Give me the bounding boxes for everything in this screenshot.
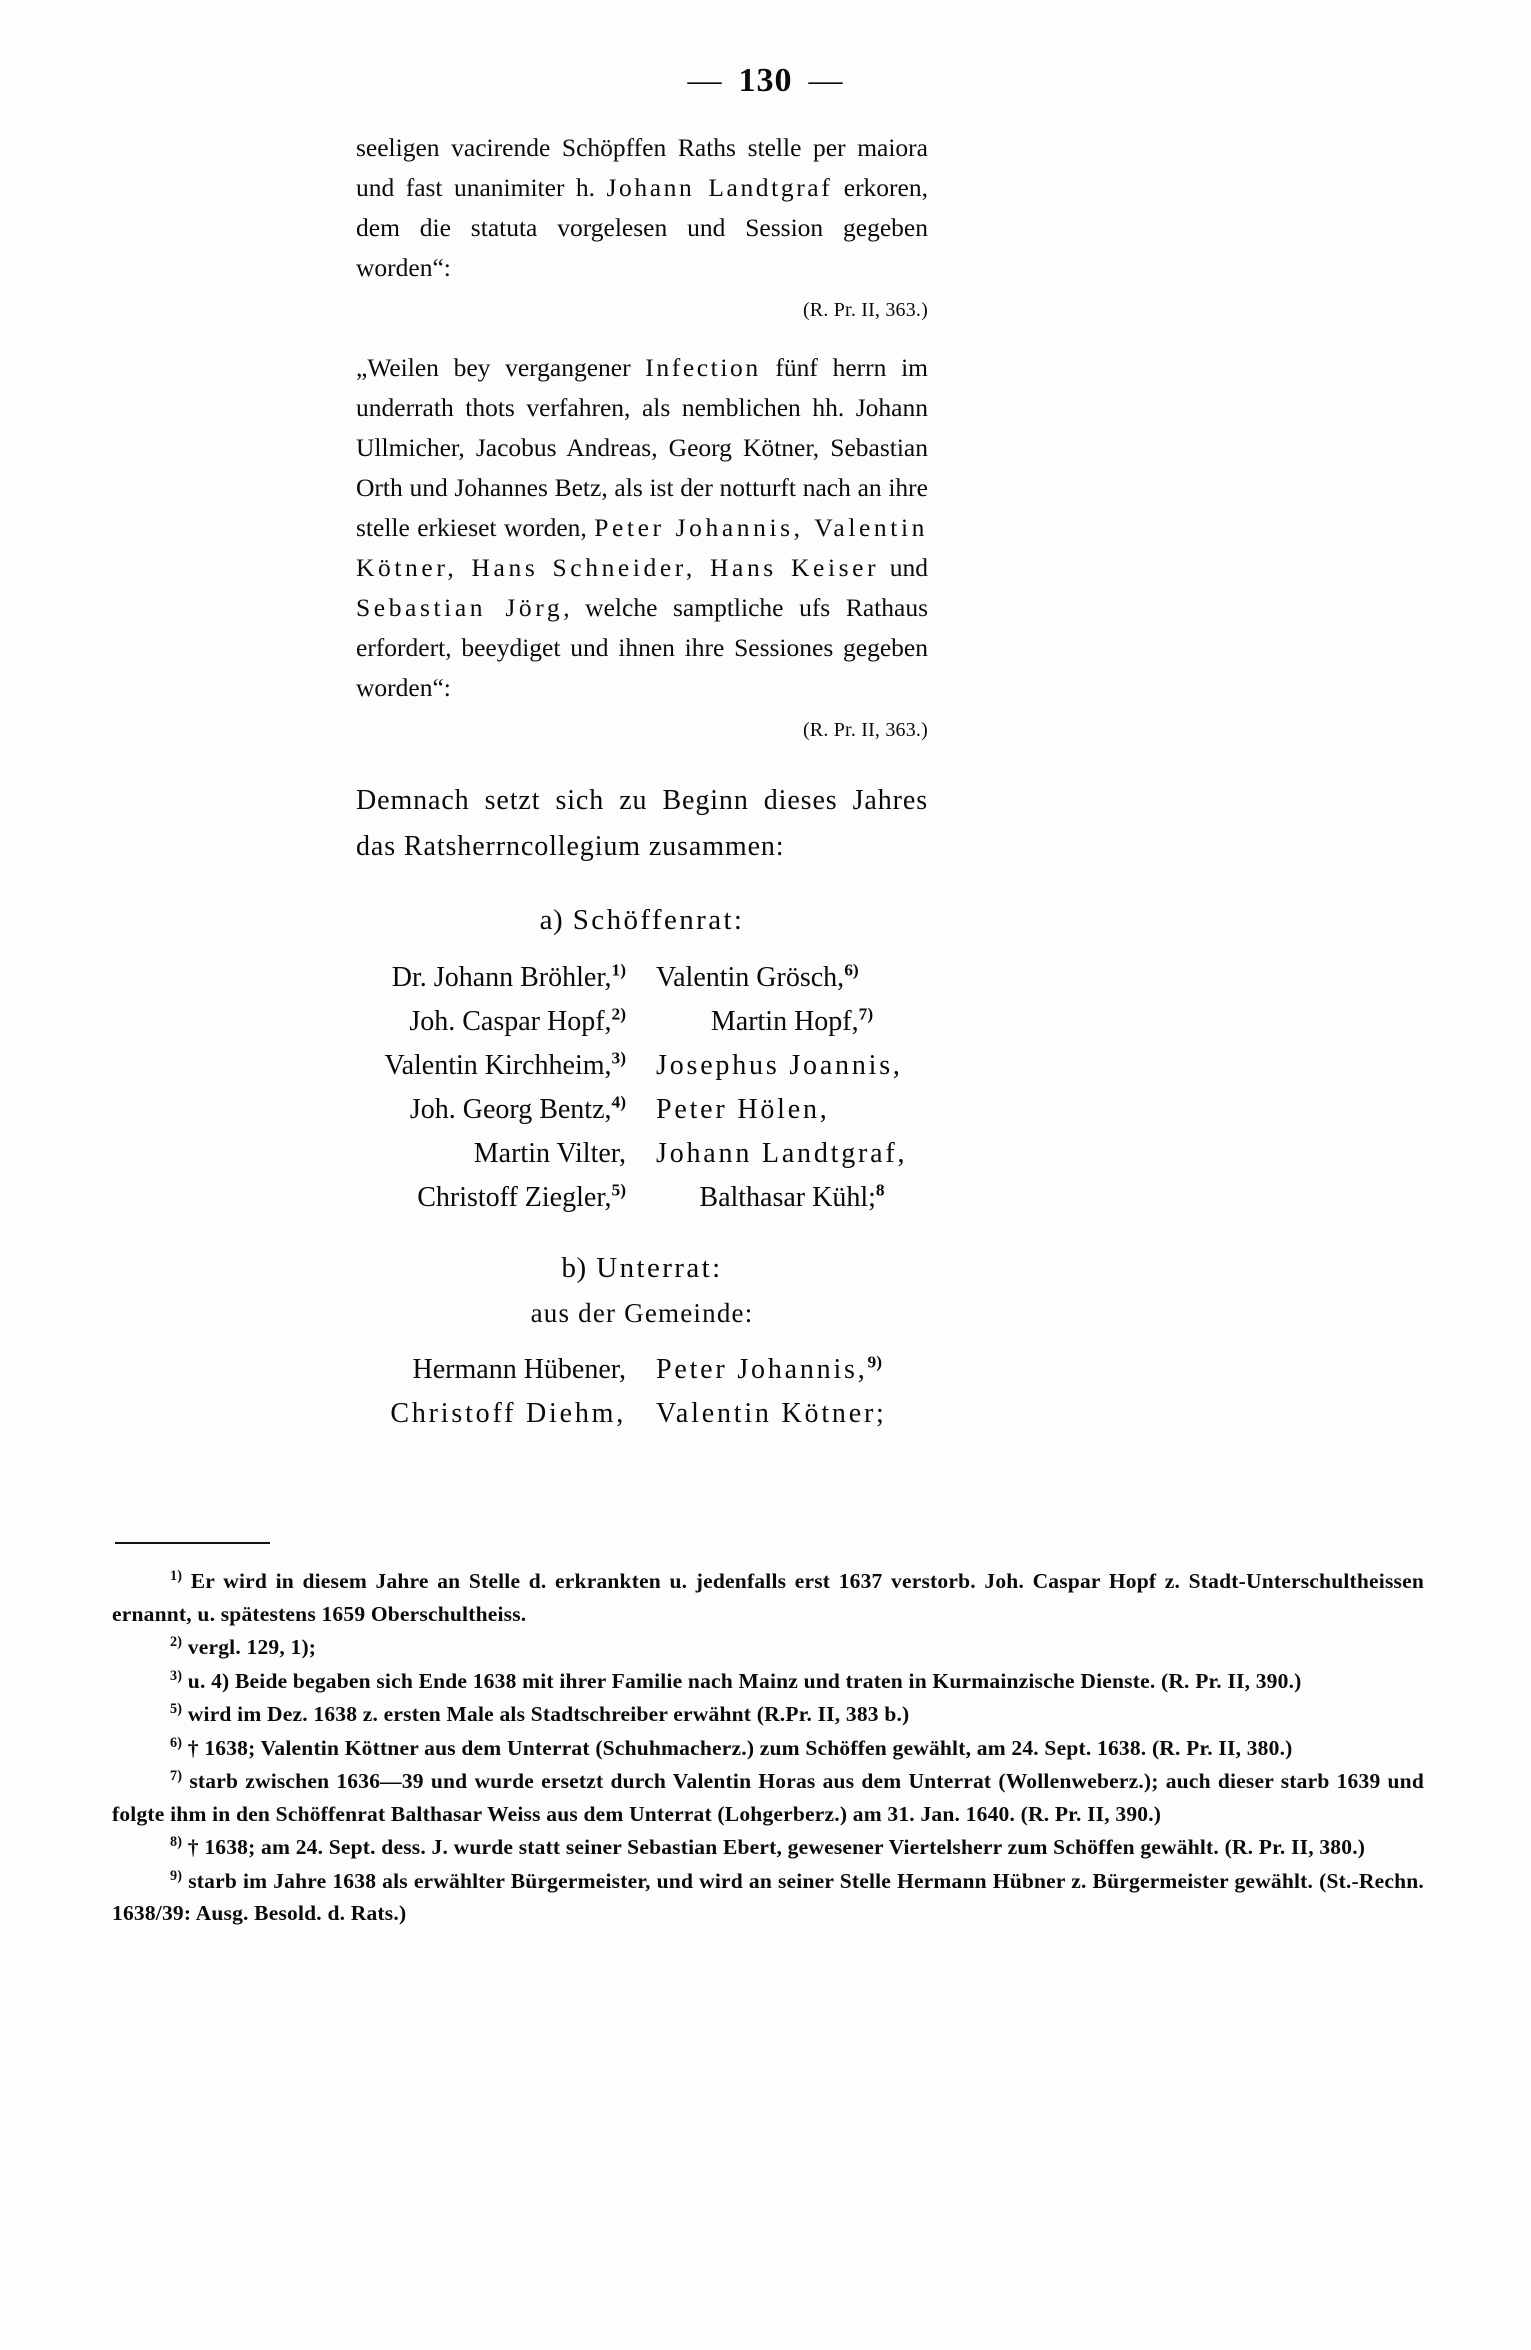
unterrat-subtitle: aus der Gemeinde: [530, 1298, 754, 1328]
name-text: Valentin Grösch, [656, 962, 845, 993]
table-row [356, 1392, 928, 1436]
unterrat-name-table [356, 1348, 928, 1436]
name-text: Valentin Kötner; [656, 1398, 887, 1429]
quote2-emph-infection: Infection [645, 353, 761, 382]
header-dash-left: — [687, 62, 723, 99]
quote1-part1: seeligen vacirende Schöpffen Raths stelle per maiora und fast unanimiter h. [356, 133, 928, 202]
footnote-text: starb zwischen 1636—39 und wurde ersetzt durch Valentin Horas aus dem Unterrat (Wollenweberz.); auch dieser starb 1639 und folgte ihm in den Schöffenrat Balthasar Weiss aus dem Unterrat (Lohgerberz.) am 31. Jan. 1640. (R. Pr. II, 390.) [112, 1769, 1424, 1826]
name-text: Peter Hölen, [656, 1094, 830, 1125]
quote1-emph-johann-landtgraf: Johann Landtgraf [606, 173, 833, 202]
footnote-8 [112, 1831, 1424, 1864]
intro-paragraph: Demnach setzt sich zu Beginn dieses Jahres das Ratsherrncollegium zusammen: [356, 785, 928, 862]
name-text: Peter Johannis, [656, 1354, 868, 1385]
main-text-column [356, 128, 928, 1436]
quote2-part3: und [879, 553, 928, 582]
footnote-text: wird im Dez. 1638 z. ersten Male als Stadtschreiber erwähnt (R.Pr. II, 383 b.) [182, 1702, 910, 1726]
schoeffen-name-right [642, 1044, 928, 1088]
footnote-7 [112, 1765, 1424, 1830]
table-row [356, 1088, 928, 1132]
paragraph-quote-1 [356, 128, 928, 288]
unterrat-label-b: b) [561, 1252, 587, 1284]
name-text: Christoff Diehm, [390, 1398, 626, 1429]
footnote-marker: 8) [170, 1833, 183, 1850]
footnote-ref: 6) [844, 960, 859, 980]
unterrat-label-title: Unterrat: [596, 1252, 723, 1284]
unterrat-name-left [356, 1392, 642, 1436]
unterrat-name-right [642, 1348, 928, 1392]
schoeffen-name-left [356, 1000, 642, 1044]
quote1-part2: erkoren, dem die statuta vorgelesen und Session gegeben worden“: [356, 173, 928, 282]
footnote-9 [112, 1865, 1424, 1930]
footnote-ref: 1) [611, 960, 626, 980]
footnote-text: † 1638; am 24. Sept. dess. J. wurde statt seiner Sebastian Ebert, gewesener Viertelsherr zum Schöffen gewählt. (R. Pr. II, 380.) [182, 1835, 1366, 1859]
quote2-part1: „Weilen bey vergangener [356, 353, 646, 382]
name-text: Hermann Hübener, [412, 1354, 626, 1385]
footnote-marker: 2) [170, 1633, 183, 1650]
footnote-marker: 7) [170, 1767, 183, 1784]
footnote-text: vergl. 129, 1); [182, 1635, 317, 1659]
footnote-ref: 4) [611, 1092, 626, 1112]
schoeffen-name-left [356, 956, 642, 1000]
name-text: Martin Vilter, [473, 1138, 626, 1169]
footnote-5 [112, 1698, 1424, 1731]
schoeffen-name-left [356, 1176, 642, 1220]
footnote-2 [112, 1631, 1424, 1664]
schoeffen-name-right [642, 1132, 928, 1176]
schoeffen-name-right [642, 1176, 928, 1220]
unterrat-name-left [356, 1348, 642, 1392]
footnote-text: † 1638; Valentin Köttner aus dem Unterrat (Schuhmacherz.) zum Schöffen gewählt, am 24. Sept. 1638. (R. Pr. II, 380.) [182, 1735, 1293, 1760]
schoeffen-name-right [642, 1088, 928, 1132]
footnote-1 [112, 1565, 1424, 1630]
schoeffen-name-right [642, 956, 928, 1000]
table-row [356, 1132, 928, 1176]
footnote-text: starb im Jahre 1638 als erwählter Bürgermeister, und wird an seiner Stelle Hermann Hübner z. Bürgermeister gewählt. (St.-Rechn. 1638/39: Ausg. Besold. d. Rats.) [112, 1868, 1424, 1925]
footnote-marker: 6) [170, 1734, 183, 1751]
table-row [356, 956, 928, 1000]
table-row [356, 1044, 928, 1088]
table-row [356, 1348, 928, 1392]
name-text: Joh. Georg Bentz, [409, 1094, 612, 1125]
footnote-ref: 7) [858, 1004, 874, 1024]
footnote-ref: 9) [867, 1352, 882, 1372]
source-citation-2: (R. Pr. II, 363.) [802, 719, 928, 741]
footnote-marker: 3) [170, 1667, 183, 1684]
name-text: Josephus Joannis, [656, 1050, 903, 1081]
footnote-6 [112, 1732, 1424, 1765]
table-row [356, 1000, 928, 1044]
footnote-ref: 2) [611, 1004, 626, 1024]
name-text: Balthasar Kühl; [699, 1182, 876, 1213]
quote2-emph-names: Peter Johannis, Valentin Kötner, Hans Schneider, Hans Keiser [356, 513, 928, 582]
quote2-part4: , welche samptliche ufs Rathaus erfordert, beeydiget und ihnen ihre Sessiones gegeben worden“: [356, 593, 928, 702]
quote2-emph-sebastian-joerg: Sebastian Jörg [356, 593, 564, 622]
footnote-text: Er wird in diesem Jahre an Stelle d. erkrankten u. jedenfalls erst 1637 verstorb. Joh. Caspar Hopf z. Stadt-Unterschultheissen ernannt, u. spätestens 1659 Oberschultheiss. [112, 1569, 1424, 1626]
schoeffen-name-left [356, 1044, 642, 1088]
name-text: Valentin Kirchheim, [384, 1050, 612, 1081]
page-number: 130 [738, 62, 793, 99]
schoeffen-name-left [356, 1132, 642, 1176]
name-text: Christoff Ziegler, [417, 1182, 612, 1213]
footnote-separator-rule [115, 1542, 270, 1544]
schoeffenrat-label-a: a) [539, 904, 564, 936]
schoeffen-name-right [642, 1000, 928, 1044]
footnote-ref: 3) [611, 1048, 626, 1068]
footnote-text: u. 4) Beide begaben sich Ende 1638 mit ihrer Familie nach Mainz und traten in Kurmainzische Dienste. (R. Pr. II, 390.) [182, 1668, 1302, 1693]
schoeffen-name-left [356, 1088, 642, 1132]
table-row [356, 1176, 928, 1220]
schoeffenrat-name-table [356, 956, 928, 1220]
name-text: Martin Hopf, [710, 1006, 859, 1037]
header-dash-right: — [808, 62, 844, 99]
page-header [0, 62, 1531, 100]
paragraph-quote-2 [356, 348, 928, 708]
footnote-marker: 1) [170, 1567, 183, 1584]
footnote-3 [112, 1665, 1424, 1698]
name-text: Johann Landtgraf, [656, 1138, 908, 1169]
schoeffenrat-label-title: Schöffenrat: [572, 904, 745, 936]
footnote-marker: 5) [170, 1700, 183, 1717]
unterrat-name-right [642, 1392, 928, 1436]
section-heading-schoeffenrat [356, 898, 928, 942]
footnote-ref: 5) [611, 1180, 626, 1200]
footnote-ref: 8 [875, 1180, 885, 1200]
footnotes-section [112, 1565, 1424, 1931]
source-citation-1: (R. Pr. II, 363.) [802, 299, 928, 321]
name-text: Dr. Johann Bröhler, [391, 962, 612, 993]
section-heading-unterrat [356, 1246, 928, 1290]
footnote-marker: 9) [170, 1867, 183, 1884]
quote2-part2: fünf herrn im underrath thots verfahren, als nemblichen hh. Johann Ullmicher, Jacobus Andreas, Georg Kötner, Sebastian Orth und Johannes Betz, als ist der notturft nach an ihre stelle erkieset worden, [356, 353, 928, 542]
name-text: Joh. Caspar Hopf, [409, 1006, 612, 1037]
